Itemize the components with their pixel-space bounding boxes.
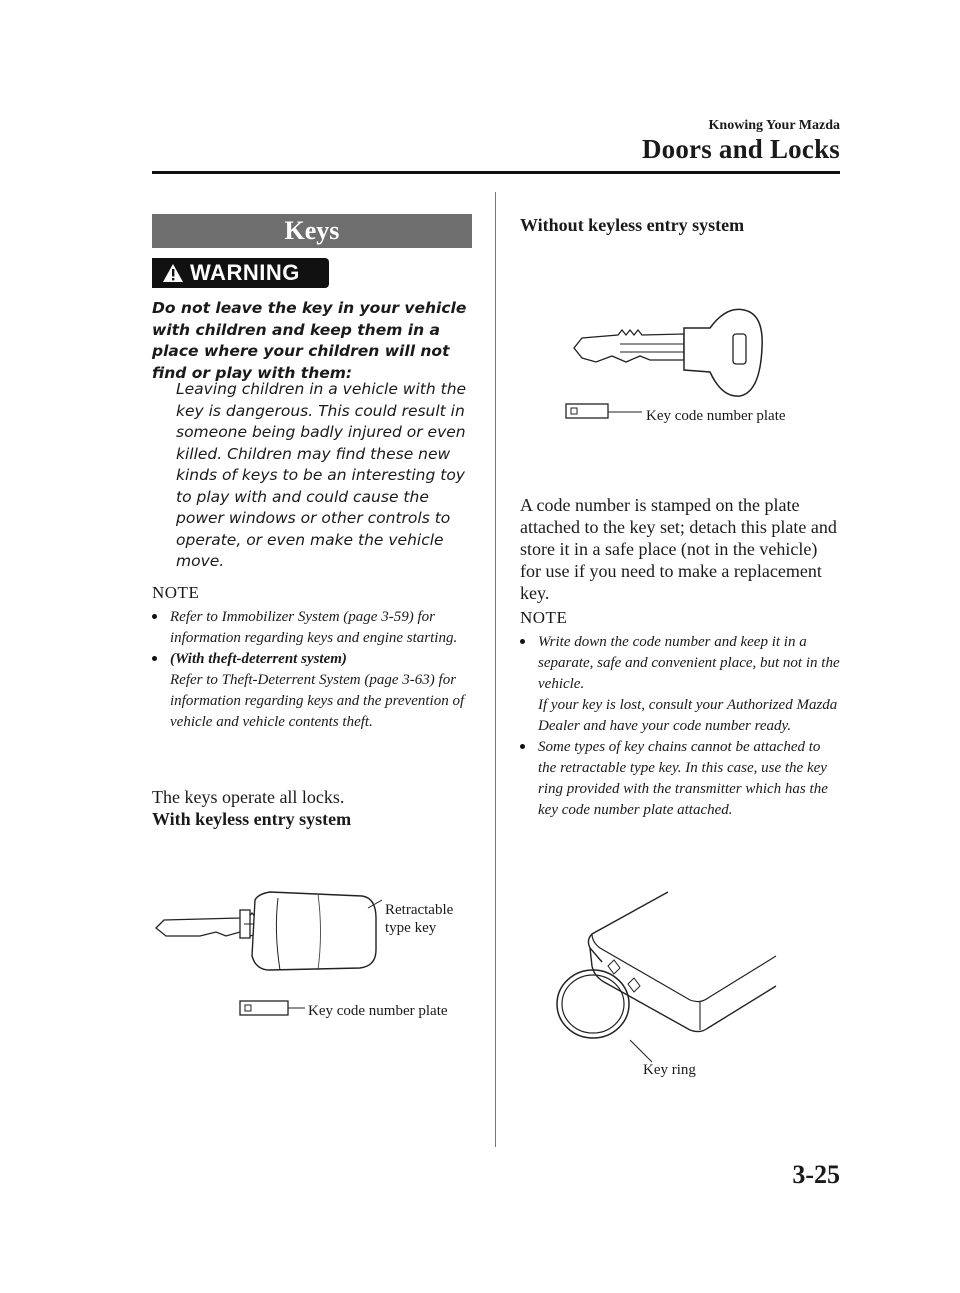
- with-keyless-heading: With keyless entry system: [152, 809, 352, 829]
- header-title: Doors and Locks: [641, 134, 840, 164]
- warning-badge: [152, 258, 329, 288]
- bullet: [152, 656, 157, 661]
- page-number: 3-25: [792, 1160, 840, 1189]
- note-item: [520, 632, 842, 737]
- bullet: [520, 639, 525, 644]
- note-item: [152, 649, 480, 733]
- bullet: [152, 614, 157, 619]
- callout-key-ring: Key ring: [643, 1062, 696, 1078]
- key-ring-illustration: [548, 890, 788, 1070]
- warning-body: Leaving children in a vehicle with the key is dangerous. This could result in someone being badly injured or even killed. Children may find these new kinds of keys to be an interesting toy to play with and could cause the power windows or other controls to operate, or even make the vehicle move.: [176, 380, 467, 570]
- header-rule: [152, 171, 840, 174]
- bullet: [520, 744, 525, 749]
- note-label-2: NOTE: [520, 608, 568, 627]
- note-item-text: Refer to Theft-Deterrent System (page 3-63) for information regarding keys and the prevention of vehicle and vehicle contents theft.: [170, 672, 465, 730]
- note-item: [152, 607, 480, 649]
- note-block-2: [520, 608, 842, 821]
- note-item-text-2: If your key is lost, consult your Authorized Mazda Dealer and have your code number ready.: [538, 697, 838, 734]
- note-block-1: [152, 583, 480, 733]
- column-divider: [495, 192, 496, 1147]
- callout-retractable-key: Retractable type key: [385, 902, 454, 936]
- note-item-text: Write down the code number and keep it in a separate, safe and convenient place, but not in the vehicle.: [538, 634, 840, 692]
- without-keyless-heading: Without keyless entry system: [520, 215, 745, 235]
- note-label: NOTE: [152, 583, 200, 602]
- header-subtitle: Knowing Your Mazda: [708, 118, 840, 133]
- note-item: [520, 737, 842, 821]
- warning-heading: Do not leave the key in your vehicle with children and keep them in a place where your children will not find or play with them:: [152, 299, 467, 382]
- code-number-paragraph: A code number is stamped on the plate attached to the key set; detach this plate and store it in a safe place (not in the vehicle) for use if you need to make a replacement key.: [520, 495, 837, 603]
- callout-key-code-plate: Key code number plate: [308, 1003, 448, 1019]
- warning-label: WARNING: [190, 260, 300, 285]
- callout-key-code-plate-2: Key code number plate: [646, 408, 786, 424]
- section-title: Keys: [152, 214, 472, 248]
- note-item-text: Some types of key chains cannot be attached to the retractable type key. In this case, use the key ring provided with the transmitter which has the key code number plate attached.: [538, 739, 828, 818]
- keys-operate-text: The keys operate all locks.: [152, 787, 345, 807]
- note-item-lead: (With theft-deterrent system): [170, 651, 347, 667]
- note-item-text: Refer to Immobilizer System (page 3-59) for information regarding keys and engine starting.: [170, 609, 458, 646]
- warning-icon: [162, 263, 184, 283]
